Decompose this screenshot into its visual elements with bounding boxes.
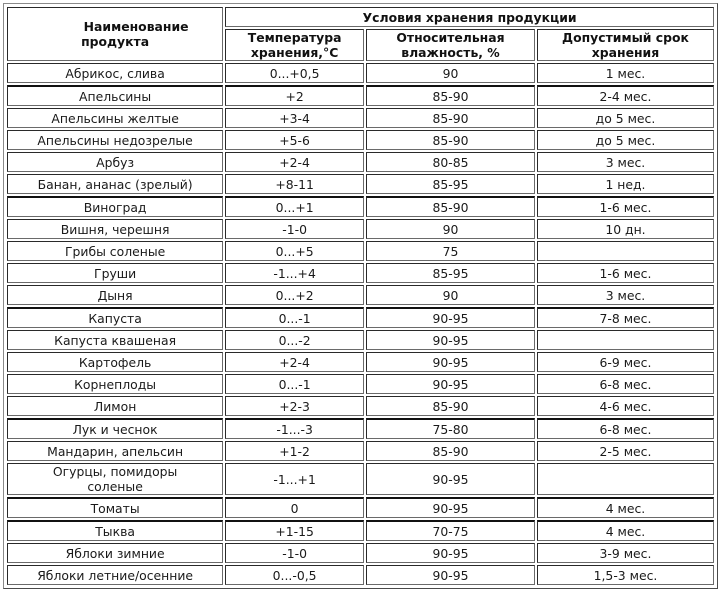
table-row: [7, 130, 714, 150]
header-temperature-line1: Температура: [247, 30, 342, 45]
cell-product: Томаты: [7, 497, 223, 518]
header-humidity-line2: влажность, %: [401, 45, 500, 60]
cell-shelf-life: 1-6 мес.: [537, 263, 714, 283]
storage-table-frame: [3, 3, 718, 589]
cell-shelf-life: 1 нед.: [537, 174, 714, 194]
cell-humidity: 85-90: [366, 108, 535, 128]
cell-product: Апельсины: [7, 85, 223, 106]
table-row: [7, 352, 714, 372]
table-row: [7, 196, 714, 217]
cell-humidity: 90: [366, 63, 535, 83]
cell-product: Банан, ананас (зрелый): [7, 174, 223, 194]
cell-shelf-life: до 5 мес.: [537, 108, 714, 128]
cell-humidity: 90-95: [366, 330, 535, 350]
cell-product: Огурцы, помидоры соленые: [7, 463, 223, 495]
cell-temperature: -1...+4: [225, 263, 364, 283]
cell-shelf-life: 3 мес.: [537, 285, 714, 305]
cell-humidity: 80-85: [366, 152, 535, 172]
table-row: [7, 108, 714, 128]
cell-humidity: 90: [366, 285, 535, 305]
header-temperature: [225, 29, 364, 61]
cell-temperature: 0...+2: [225, 285, 364, 305]
cell-shelf-life: 4 мес.: [537, 520, 714, 541]
cell-shelf-life: 2-5 мес.: [537, 441, 714, 461]
cell-humidity: 85-90: [366, 130, 535, 150]
header-humidity: [366, 29, 535, 61]
cell-product: Яблоки зимние: [7, 543, 223, 563]
cell-temperature: 0...-0,5: [225, 565, 364, 585]
cell-shelf-life: [537, 241, 714, 261]
cell-shelf-life: 6-8 мес.: [537, 374, 714, 394]
header-humidity-line1: Относительная: [396, 30, 505, 45]
cell-temperature: +2-4: [225, 152, 364, 172]
cell-shelf-life: 10 дн.: [537, 219, 714, 239]
cell-product: Мандарин, апельсин: [7, 441, 223, 461]
cell-humidity: 75-80: [366, 418, 535, 439]
table-body: [7, 63, 714, 585]
header-shelf-life: [537, 29, 714, 61]
cell-shelf-life: 2-4 мес.: [537, 85, 714, 106]
cell-shelf-life: 7-8 мес.: [537, 307, 714, 328]
cell-humidity: 75: [366, 241, 535, 261]
cell-humidity: 85-90: [366, 396, 535, 416]
table-row: [7, 174, 714, 194]
table-row: [7, 463, 714, 495]
header-row-group: [7, 7, 714, 27]
cell-humidity: 90: [366, 219, 535, 239]
cell-shelf-life: 4 мес.: [537, 497, 714, 518]
header-shelf-life-line1: Допустимый срок: [562, 30, 689, 45]
cell-shelf-life: 6-9 мес.: [537, 352, 714, 372]
cell-temperature: -1...+1: [225, 463, 364, 495]
cell-temperature: +2-3: [225, 396, 364, 416]
cell-shelf-life: [537, 463, 714, 495]
cell-shelf-life: 1,5-3 мес.: [537, 565, 714, 585]
table-row: [7, 565, 714, 585]
table-row: [7, 85, 714, 106]
table-row: [7, 418, 714, 439]
header-temperature-line2: хранения,°C: [250, 45, 339, 60]
header-product-line2: продукта: [81, 34, 150, 49]
cell-humidity: 85-90: [366, 85, 535, 106]
cell-temperature: -1-0: [225, 219, 364, 239]
table-row: [7, 219, 714, 239]
cell-product: Вишня, черешня: [7, 219, 223, 239]
cell-shelf-life: 1-6 мес.: [537, 196, 714, 217]
cell-shelf-life: 3 мес.: [537, 152, 714, 172]
cell-humidity: 90-95: [366, 374, 535, 394]
cell-humidity: 85-95: [366, 174, 535, 194]
table-row: [7, 520, 714, 541]
cell-product: Абрикос, слива: [7, 63, 223, 83]
table-row: [7, 374, 714, 394]
cell-product: Дыня: [7, 285, 223, 305]
table-row: [7, 285, 714, 305]
cell-product: Апельсины недозрелые: [7, 130, 223, 150]
table-row: [7, 330, 714, 350]
header-shelf-life-line2: хранения: [591, 45, 660, 60]
table-row: [7, 241, 714, 261]
cell-product: Тыква: [7, 520, 223, 541]
cell-humidity: 90-95: [366, 543, 535, 563]
cell-temperature: +1-15: [225, 520, 364, 541]
cell-humidity: 85-95: [366, 263, 535, 283]
cell-product: Лук и чеснок: [7, 418, 223, 439]
cell-temperature: 0...+5: [225, 241, 364, 261]
cell-shelf-life: 6-8 мес.: [537, 418, 714, 439]
cell-temperature: 0...+0,5: [225, 63, 364, 83]
cell-temperature: 0...+1: [225, 196, 364, 217]
cell-temperature: +5-6: [225, 130, 364, 150]
cell-product: Корнеплоды: [7, 374, 223, 394]
cell-product: Капуста квашеная: [7, 330, 223, 350]
cell-temperature: +3-4: [225, 108, 364, 128]
table-row: [7, 441, 714, 461]
cell-humidity: 85-90: [366, 441, 535, 461]
cell-temperature: 0: [225, 497, 364, 518]
cell-humidity: 90-95: [366, 463, 535, 495]
cell-product: Капуста: [7, 307, 223, 328]
table-row: [7, 396, 714, 416]
cell-product: Арбуз: [7, 152, 223, 172]
cell-product: Грибы соленые: [7, 241, 223, 261]
cell-temperature: +2-4: [225, 352, 364, 372]
cell-shelf-life: 3-9 мес.: [537, 543, 714, 563]
cell-humidity: 90-95: [366, 352, 535, 372]
table-row: [7, 497, 714, 518]
cell-temperature: -1-0: [225, 543, 364, 563]
cell-product: Груши: [7, 263, 223, 283]
cell-shelf-life: 1 мес.: [537, 63, 714, 83]
cell-temperature: 0...-2: [225, 330, 364, 350]
table-row: [7, 263, 714, 283]
cell-product: Картофель: [7, 352, 223, 372]
cell-temperature: +1-2: [225, 441, 364, 461]
table-row: [7, 152, 714, 172]
cell-humidity: 85-90: [366, 196, 535, 217]
cell-product: Виноград: [7, 196, 223, 217]
cell-product: Апельсины желтые: [7, 108, 223, 128]
cell-humidity: 90-95: [366, 307, 535, 328]
cell-temperature: +2: [225, 85, 364, 106]
header-product-name: [7, 7, 223, 61]
header-product-line1: Наименование: [83, 19, 189, 34]
storage-conditions-table: [5, 5, 716, 587]
cell-shelf-life: до 5 мес.: [537, 130, 714, 150]
table-row: [7, 63, 714, 83]
cell-product: Лимон: [7, 396, 223, 416]
cell-temperature: -1...-3: [225, 418, 364, 439]
header-storage-conditions: Условия хранения продукции: [225, 7, 714, 27]
cell-product: Яблоки летние/осенние: [7, 565, 223, 585]
cell-shelf-life: [537, 330, 714, 350]
table-row: [7, 543, 714, 563]
cell-temperature: +8-11: [225, 174, 364, 194]
cell-humidity: 70-75: [366, 520, 535, 541]
cell-humidity: 90-95: [366, 497, 535, 518]
cell-humidity: 90-95: [366, 565, 535, 585]
cell-shelf-life: 4-6 мес.: [537, 396, 714, 416]
cell-temperature: 0...-1: [225, 374, 364, 394]
cell-temperature: 0...-1: [225, 307, 364, 328]
table-row: [7, 307, 714, 328]
